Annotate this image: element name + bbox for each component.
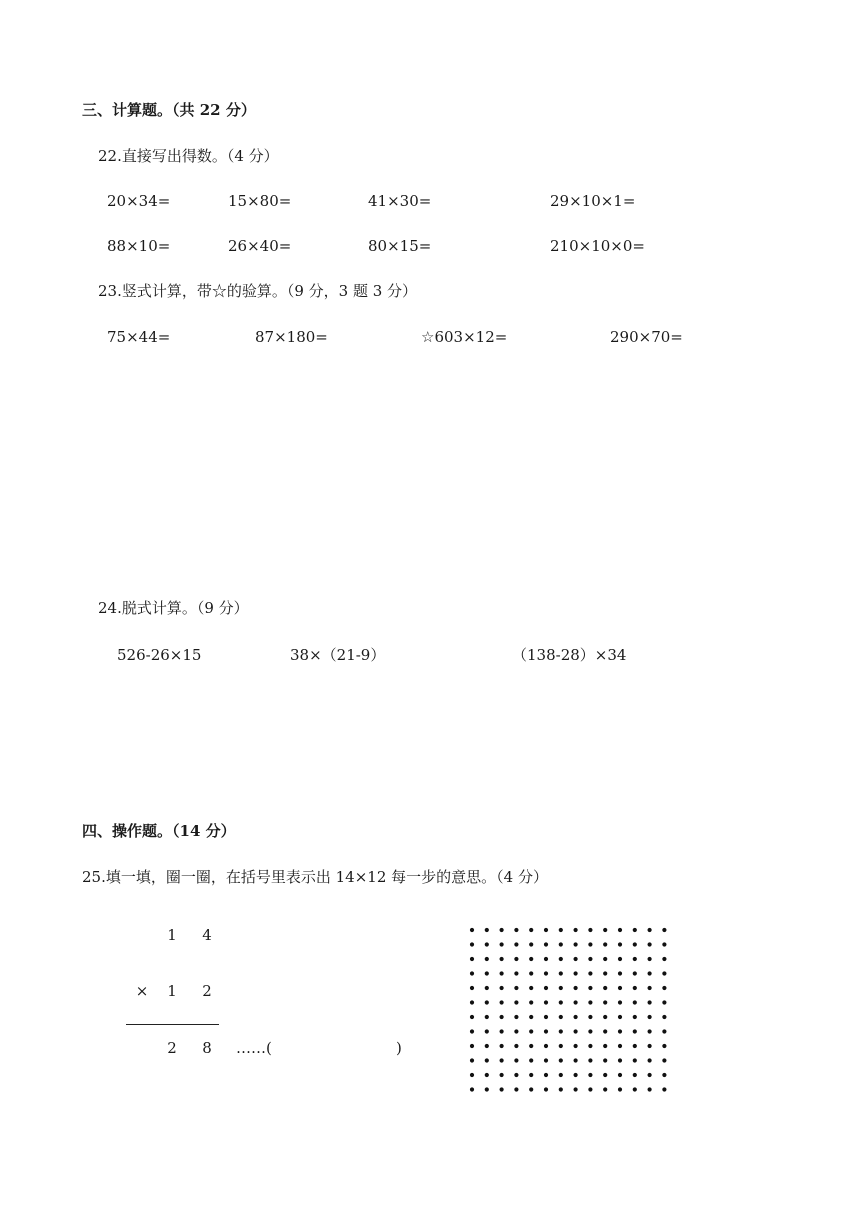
q24-item: （138-28）×34	[512, 646, 627, 664]
grid-dot	[618, 1029, 622, 1033]
vertical-digit: 2	[202, 982, 212, 1000]
grid-dot	[544, 1000, 548, 1004]
grid-dot	[574, 928, 578, 932]
grid-dot	[648, 1029, 652, 1033]
grid-dot	[574, 1029, 578, 1033]
grid-dot	[633, 1044, 637, 1048]
grid-dot	[485, 957, 489, 961]
grid-dot	[633, 1058, 637, 1062]
grid-dot	[574, 1015, 578, 1019]
vertical-digit: 1	[167, 926, 177, 944]
q22-item: 88×10=	[107, 237, 171, 255]
grid-dot	[648, 1087, 652, 1091]
grid-dot	[648, 1058, 652, 1062]
grid-dot	[588, 1058, 592, 1062]
grid-dot	[633, 1073, 637, 1077]
grid-dot	[470, 971, 474, 975]
grid-dot	[500, 942, 504, 946]
grid-dot	[485, 1029, 489, 1033]
grid-dot	[633, 928, 637, 932]
grid-dot	[648, 1015, 652, 1019]
grid-dot	[588, 1073, 592, 1077]
grid-dot	[662, 928, 666, 932]
grid-dot	[529, 1073, 533, 1077]
grid-dot	[618, 1058, 622, 1062]
grid-dot	[514, 928, 518, 932]
grid-dot	[574, 1073, 578, 1077]
q22-item: 15×80=	[228, 192, 292, 210]
grid-dot	[574, 942, 578, 946]
grid-dot	[559, 986, 563, 990]
grid-dot	[529, 928, 533, 932]
grid-dot	[662, 957, 666, 961]
grid-dot	[559, 1073, 563, 1077]
q22-title: 22.直接写出得数。（4 分）	[98, 147, 279, 165]
grid-dot	[514, 1087, 518, 1091]
grid-dot	[618, 1087, 622, 1091]
grid-dot	[559, 1087, 563, 1091]
grid-dot	[485, 1058, 489, 1062]
grid-dot	[485, 1087, 489, 1091]
grid-dot	[618, 986, 622, 990]
grid-dot	[514, 1029, 518, 1033]
grid-dot	[485, 942, 489, 946]
grid-dot	[514, 1015, 518, 1019]
grid-dot	[603, 957, 607, 961]
grid-dot	[529, 1044, 533, 1048]
grid-dot	[500, 928, 504, 932]
q22-item: 80×15=	[368, 237, 432, 255]
grid-dot	[470, 1044, 474, 1048]
grid-dot	[544, 1015, 548, 1019]
grid-dot	[588, 942, 592, 946]
grid-dot	[529, 1015, 533, 1019]
grid-dot	[603, 1058, 607, 1062]
grid-dot	[529, 971, 533, 975]
grid-dot	[588, 1044, 592, 1048]
grid-dot	[500, 1087, 504, 1091]
grid-dot	[574, 1044, 578, 1048]
vertical-digit: 8	[202, 1039, 212, 1057]
grid-dot	[662, 1058, 666, 1062]
grid-dot	[618, 942, 622, 946]
grid-dot	[485, 986, 489, 990]
q22-item: 29×10×1=	[550, 192, 636, 210]
grid-dot	[470, 1000, 474, 1004]
grid-dot	[544, 986, 548, 990]
grid-dot	[470, 942, 474, 946]
grid-dot	[500, 1044, 504, 1048]
times-sign: ×	[135, 982, 149, 1000]
grid-dot	[544, 928, 548, 932]
grid-dot	[514, 957, 518, 961]
grid-dot	[633, 971, 637, 975]
q22-item: 210×10×0=	[550, 237, 645, 255]
grid-dot	[633, 1087, 637, 1091]
grid-dot	[485, 1000, 489, 1004]
grid-dot	[514, 1073, 518, 1077]
grid-dot	[588, 1000, 592, 1004]
grid-dot	[470, 986, 474, 990]
grid-dot	[603, 1073, 607, 1077]
grid-dot	[588, 971, 592, 975]
grid-dot	[485, 928, 489, 932]
grid-dot	[603, 1015, 607, 1019]
grid-dot	[500, 1058, 504, 1062]
grid-dot	[603, 928, 607, 932]
grid-dot	[544, 1073, 548, 1077]
grid-dot	[529, 1087, 533, 1091]
grid-dot	[633, 1000, 637, 1004]
grid-dot	[633, 957, 637, 961]
grid-dot	[544, 1058, 548, 1062]
grid-dot	[588, 1087, 592, 1091]
q25-title: 25.填一填，圈一圈，在括号里表示出 14×12 每一步的意思。（4 分）	[82, 868, 548, 886]
grid-dot	[603, 1044, 607, 1048]
grid-dot	[618, 1073, 622, 1077]
grid-dot	[574, 957, 578, 961]
grid-dot	[485, 1073, 489, 1077]
grid-dot	[514, 1000, 518, 1004]
grid-dot	[485, 1044, 489, 1048]
grid-dot	[529, 957, 533, 961]
grid-dot	[514, 986, 518, 990]
grid-dot	[544, 1029, 548, 1033]
grid-dot	[618, 1000, 622, 1004]
grid-dot	[485, 971, 489, 975]
grid-dot	[662, 1087, 666, 1091]
grid-dot	[470, 1087, 474, 1091]
q23-item: ☆603×12=	[421, 328, 508, 346]
vertical-digit: 4	[202, 926, 212, 944]
grid-dot	[662, 986, 666, 990]
grid-dot	[559, 957, 563, 961]
grid-dot	[470, 1058, 474, 1062]
grid-dot	[500, 1029, 504, 1033]
q23-item: 75×44=	[107, 328, 171, 346]
grid-dot	[559, 1044, 563, 1048]
grid-dot	[662, 1015, 666, 1019]
answer-blank-close: )	[396, 1039, 402, 1057]
grid-dot	[529, 1058, 533, 1062]
grid-dot	[559, 1029, 563, 1033]
grid-dot	[559, 1000, 563, 1004]
grid-dot	[470, 1073, 474, 1077]
grid-dot	[588, 986, 592, 990]
grid-dot	[633, 942, 637, 946]
grid-dot	[529, 986, 533, 990]
q24-item: 526-26×15	[117, 646, 202, 664]
grid-dot	[574, 971, 578, 975]
grid-dot	[514, 942, 518, 946]
grid-dot	[544, 971, 548, 975]
q22-item: 26×40=	[228, 237, 292, 255]
grid-dot	[603, 1087, 607, 1091]
grid-dot	[500, 957, 504, 961]
grid-dot	[470, 1029, 474, 1033]
grid-dot	[648, 1073, 652, 1077]
grid-dot	[603, 971, 607, 975]
grid-dot	[559, 971, 563, 975]
grid-dot	[500, 1000, 504, 1004]
grid-dot	[514, 1044, 518, 1048]
grid-dot	[470, 957, 474, 961]
grid-dot	[514, 1058, 518, 1062]
grid-dot	[485, 1015, 489, 1019]
grid-dot	[603, 986, 607, 990]
grid-dot	[470, 928, 474, 932]
grid-dot	[588, 1029, 592, 1033]
q22-item: 20×34=	[107, 192, 171, 210]
grid-dot	[544, 957, 548, 961]
q23-item: 87×180=	[255, 328, 328, 346]
q23-title: 23.竖式计算，带☆的验算。（9 分，3 题 3 分）	[98, 282, 418, 300]
grid-dot	[648, 928, 652, 932]
grid-dot	[648, 986, 652, 990]
grid-dot	[559, 928, 563, 932]
grid-dot	[529, 1000, 533, 1004]
grid-dot	[574, 1058, 578, 1062]
grid-dot	[603, 1029, 607, 1033]
q24-title: 24.脱式计算。（9 分）	[98, 599, 249, 617]
grid-dot	[500, 986, 504, 990]
grid-dot	[633, 1015, 637, 1019]
grid-dot	[559, 1015, 563, 1019]
grid-dot	[574, 1087, 578, 1091]
grid-dot	[633, 1029, 637, 1033]
vertical-rule	[126, 1024, 219, 1025]
section-3-heading: 三、计算题。（共 22 分）	[82, 101, 256, 119]
grid-dot	[559, 942, 563, 946]
grid-dot	[588, 1015, 592, 1019]
vertical-digit: 1	[167, 982, 177, 1000]
grid-dot	[470, 1015, 474, 1019]
grid-dot	[648, 1044, 652, 1048]
grid-dot	[559, 1058, 563, 1062]
grid-dot	[588, 928, 592, 932]
grid-dot	[500, 1015, 504, 1019]
grid-dot	[648, 957, 652, 961]
grid-dot	[648, 1000, 652, 1004]
grid-dot	[529, 1029, 533, 1033]
q24-item: 38×（21-9）	[290, 646, 386, 664]
grid-dot	[544, 1044, 548, 1048]
grid-dot	[662, 1029, 666, 1033]
grid-dot	[662, 942, 666, 946]
grid-dot	[544, 942, 548, 946]
grid-dot	[603, 1000, 607, 1004]
grid-dot	[588, 957, 592, 961]
section-4-heading: 四、操作题。（14 分）	[82, 822, 236, 840]
grid-dot	[633, 986, 637, 990]
vertical-digit: 2	[167, 1039, 177, 1057]
grid-dot	[529, 942, 533, 946]
grid-dot	[618, 1044, 622, 1048]
grid-dot	[500, 971, 504, 975]
grid-dot	[574, 1000, 578, 1004]
grid-dot	[618, 1015, 622, 1019]
grid-dot	[662, 1044, 666, 1048]
grid-dot	[618, 971, 622, 975]
dot-grid	[466, 925, 672, 1095]
grid-dot	[514, 971, 518, 975]
grid-dot	[500, 1073, 504, 1077]
grid-dot	[662, 1073, 666, 1077]
grid-dot	[662, 1000, 666, 1004]
grid-dot	[574, 986, 578, 990]
grid-dot	[648, 971, 652, 975]
grid-dot	[662, 971, 666, 975]
q23-item: 290×70=	[610, 328, 683, 346]
grid-dot	[618, 928, 622, 932]
q22-item: 41×30=	[368, 192, 432, 210]
grid-dot	[648, 942, 652, 946]
grid-dot	[603, 942, 607, 946]
answer-blank-open: ……(	[236, 1039, 272, 1057]
grid-dot	[544, 1087, 548, 1091]
grid-dot	[618, 957, 622, 961]
